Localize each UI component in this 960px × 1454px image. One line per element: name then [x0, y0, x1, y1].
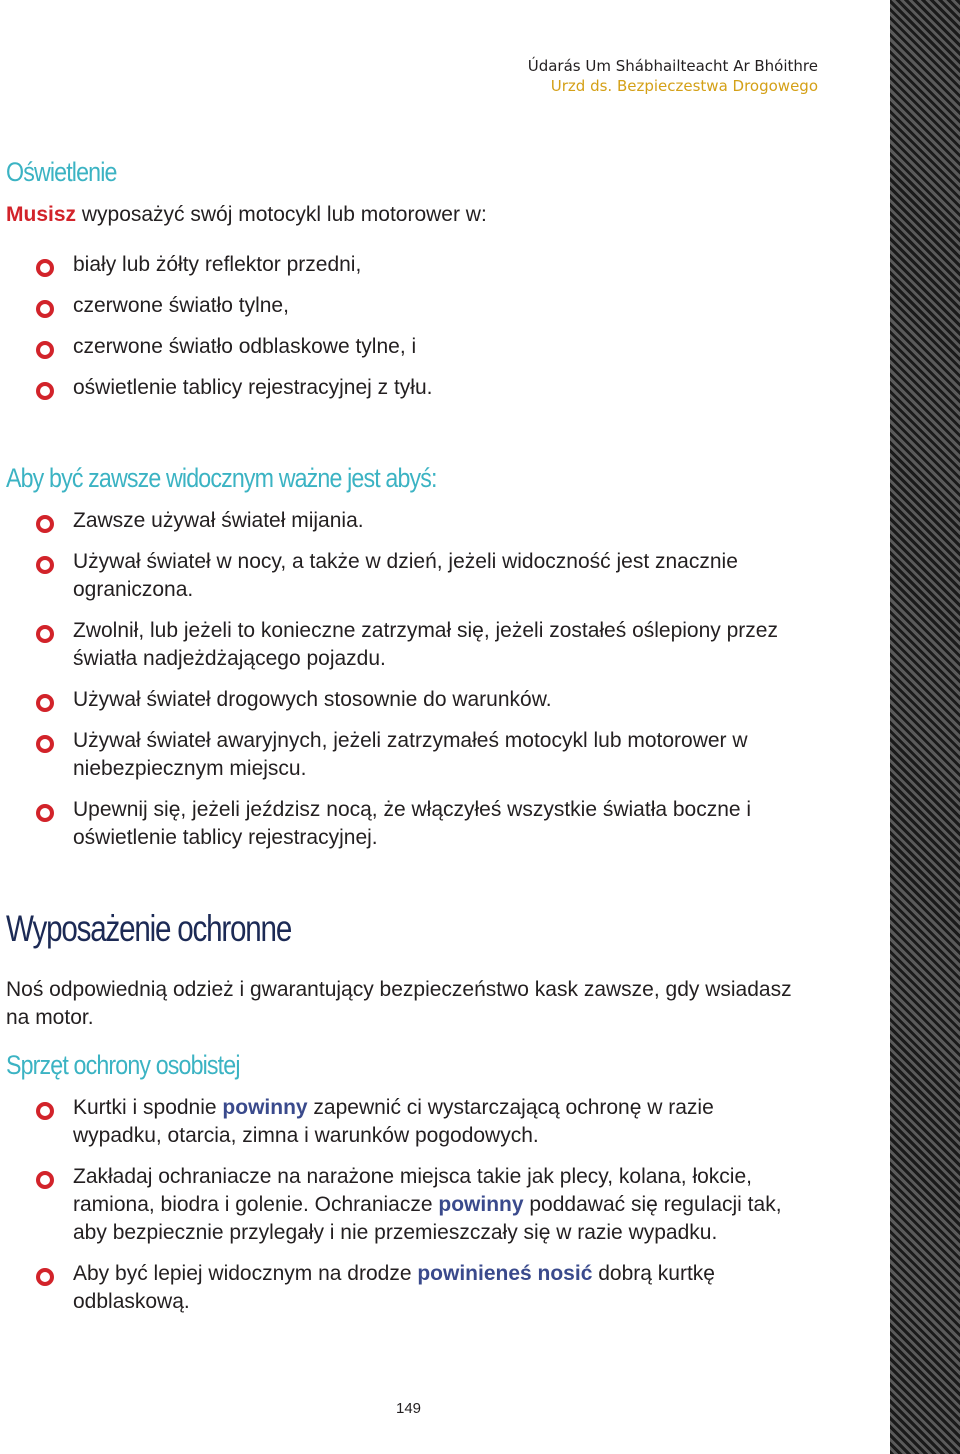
decorative-side-stripe [890, 0, 960, 1454]
list-item-text: Zakładaj ochraniacze na narażone miejsca takie jak plecy, kolana, łokcie, ramiona, biodra i golenie. Ochraniacze [73, 1165, 752, 1216]
lighting-intro [6, 201, 816, 229]
list-item-text: poddawać się regulacji tak, aby bezpiecznie przylegały i nie przemieszczały się w razie wypadku. [73, 1193, 782, 1244]
protective-paragraph: Noś odpowiednią odzież i gwarantujący bezpieczeństwo kask zawsze, gdy wsiadasz na motor. [6, 978, 792, 1029]
section-title-lighting: Oświetlenie [6, 157, 117, 187]
list-item [36, 1163, 796, 1247]
list-item-text: biały lub żółty reflektor przedni, [73, 253, 362, 276]
list-item [36, 251, 796, 279]
ppe-list [36, 1094, 796, 1316]
list-item [36, 374, 796, 402]
bullet-icon [36, 1268, 54, 1286]
list-item-text: Kurtki i spodnie [73, 1096, 223, 1119]
bullet-icon [36, 515, 54, 533]
bullet-icon [36, 804, 54, 822]
bullet-icon [36, 1102, 54, 1120]
list-item-text: dobrą kurtkę odblaskową. [73, 1262, 715, 1313]
bullet-icon [36, 259, 54, 277]
list-item-text: czerwone światło odblaskowe tylne, i [73, 335, 417, 358]
list-item-text: Używał świateł w nocy, a także w dzień, jeżeli widoczność jest znacznie ograniczona. [73, 550, 738, 601]
bullet-icon [36, 341, 54, 359]
section-title-visibility: Aby być zawsze widocznym ważne jest abyś: [6, 463, 437, 493]
list-item-text: czerwone światło tylne, [73, 294, 289, 317]
header-line-irish: Údarás Um Shábhailteacht Ar Bhóithre [527, 57, 818, 75]
bullet-icon [36, 382, 54, 400]
list-item [36, 617, 796, 673]
page-number: 149 [396, 1400, 422, 1417]
bullet-icon [36, 735, 54, 753]
header-line-polish: Urzd ds. Bezpieczestwa Drogowego [550, 77, 818, 95]
section-title-ppe: Sprzęt ochrony osobistej [6, 1050, 240, 1080]
section-title-protective: Wyposażenie ochronne [6, 908, 292, 949]
should-wear-emphasis: powinieneś nosić [417, 1262, 593, 1285]
list-item-text: Zwolnił, lub jeżeli to konieczne zatrzymał się, jeżeli zostałeś oślepiony przez światła nadjeżdżającego pojazdu. [73, 619, 778, 670]
lighting-list [36, 251, 796, 402]
list-item [36, 292, 796, 320]
list-item [36, 507, 796, 535]
bullet-icon [36, 694, 54, 712]
lighting-intro-text: wyposażyć swój motocykl lub motorower w: [76, 203, 487, 226]
list-item-text: Aby być lepiej widocznym na drodze [73, 1262, 418, 1285]
bullet-icon [36, 300, 54, 318]
list-item [36, 333, 796, 361]
must-emphasis: Musisz [6, 203, 77, 226]
page-header [528, 56, 818, 96]
list-item [36, 686, 796, 714]
should-emphasis: powinny [222, 1096, 308, 1119]
bullet-icon [36, 1171, 54, 1189]
list-item [36, 1094, 796, 1150]
bullet-icon [36, 625, 54, 643]
visibility-list [36, 507, 796, 852]
list-item [36, 1260, 796, 1316]
list-item [36, 727, 796, 783]
list-item-text: Używał świateł awaryjnych, jeżeli zatrzymałeś motocykl lub motorower w niebezpiecznym miejscu. [73, 729, 748, 780]
should-emphasis: powinny [438, 1193, 524, 1216]
list-item-text: Używał świateł drogowych stosownie do warunków. [73, 688, 552, 711]
list-item-text: oświetlenie tablicy rejestracyjnej z tyłu. [73, 376, 433, 399]
bullet-icon [36, 556, 54, 574]
list-item [36, 548, 796, 604]
list-item-text: Zawsze używał świateł mijania. [73, 509, 364, 532]
list-item-text: zapewnić ci wystarczającą ochronę w razie wypadku, otarcia, zimna i warunków pogodowych. [73, 1096, 714, 1147]
list-item-text: Upewnij się, jeżeli jeździsz nocą, że włączyłeś wszystkie światła boczne i oświetlenie tablicy rejestracyjnej. [73, 798, 752, 849]
list-item [36, 796, 796, 852]
